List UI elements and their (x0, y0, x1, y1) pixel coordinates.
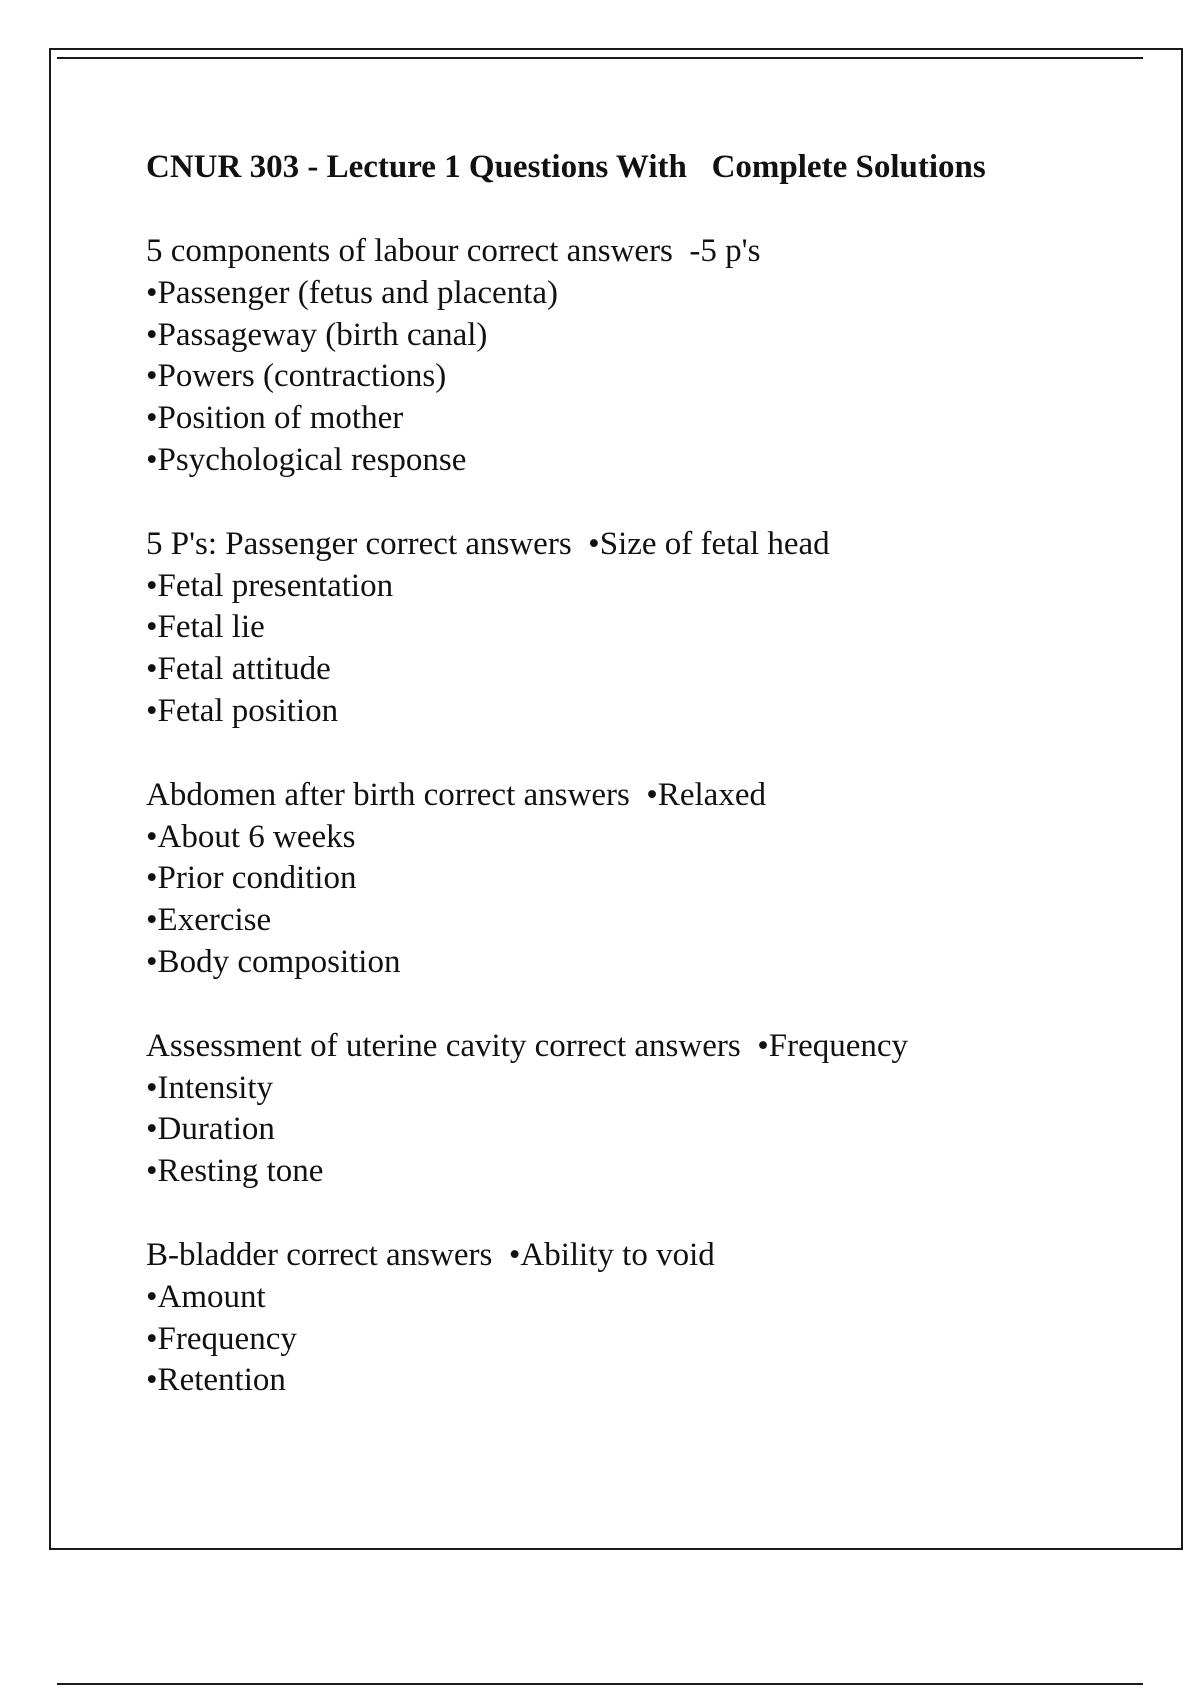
page-title: CNUR 303 - Lecture 1 Questions With Complete Solutions (146, 149, 986, 185)
answer-item: •Fetal presentation (146, 567, 394, 604)
answer-item: •Powers (contractions) (146, 358, 447, 395)
bottom-divider (57, 1683, 1143, 1685)
answer-item: •Retention (146, 1362, 286, 1399)
answer-item: •About 6 weeks (146, 818, 356, 855)
qa-block-uterine-assessment (146, 1026, 1136, 1193)
qa-block-abdomen (146, 775, 1136, 984)
qa-block-labour-components (146, 231, 1136, 482)
answer-item: •Passenger (fetus and placenta) (146, 274, 558, 311)
answer-item: •Psychological response (146, 441, 467, 478)
question-line: Abdomen after birth correct answers •Relaxed (146, 776, 766, 813)
question-line: 5 components of labour correct answers -5 p's (146, 233, 761, 269)
top-divider (57, 57, 1143, 59)
answer-item: •Fetal lie (146, 609, 265, 646)
answer-item: •Resting tone (146, 1153, 324, 1190)
answer-item: •Prior condition (146, 860, 357, 897)
answer-item: •Body composition (146, 943, 401, 980)
question-line: B-bladder correct answers •Ability to void (146, 1236, 715, 1273)
answer-item: •Exercise (146, 902, 272, 939)
answer-item: •Position of mother (146, 400, 404, 437)
answer-item: •Fetal attitude (146, 651, 331, 688)
question-line: 5 P's: Passenger correct answers •Size of fetal head (146, 525, 830, 562)
qa-block-passenger (146, 524, 1136, 733)
question-line: Assessment of uterine cavity correct answers •Frequency (146, 1027, 909, 1064)
document-body (146, 145, 1136, 1444)
answer-item: •Fetal position (146, 692, 339, 729)
answer-item: •Frequency (146, 1320, 297, 1357)
answer-item: •Intensity (146, 1069, 274, 1106)
answer-item: •Passageway (birth canal) (146, 316, 488, 353)
answer-item: •Duration (146, 1111, 275, 1148)
answer-item: •Amount (146, 1278, 266, 1315)
qa-block-bladder (146, 1235, 1136, 1402)
